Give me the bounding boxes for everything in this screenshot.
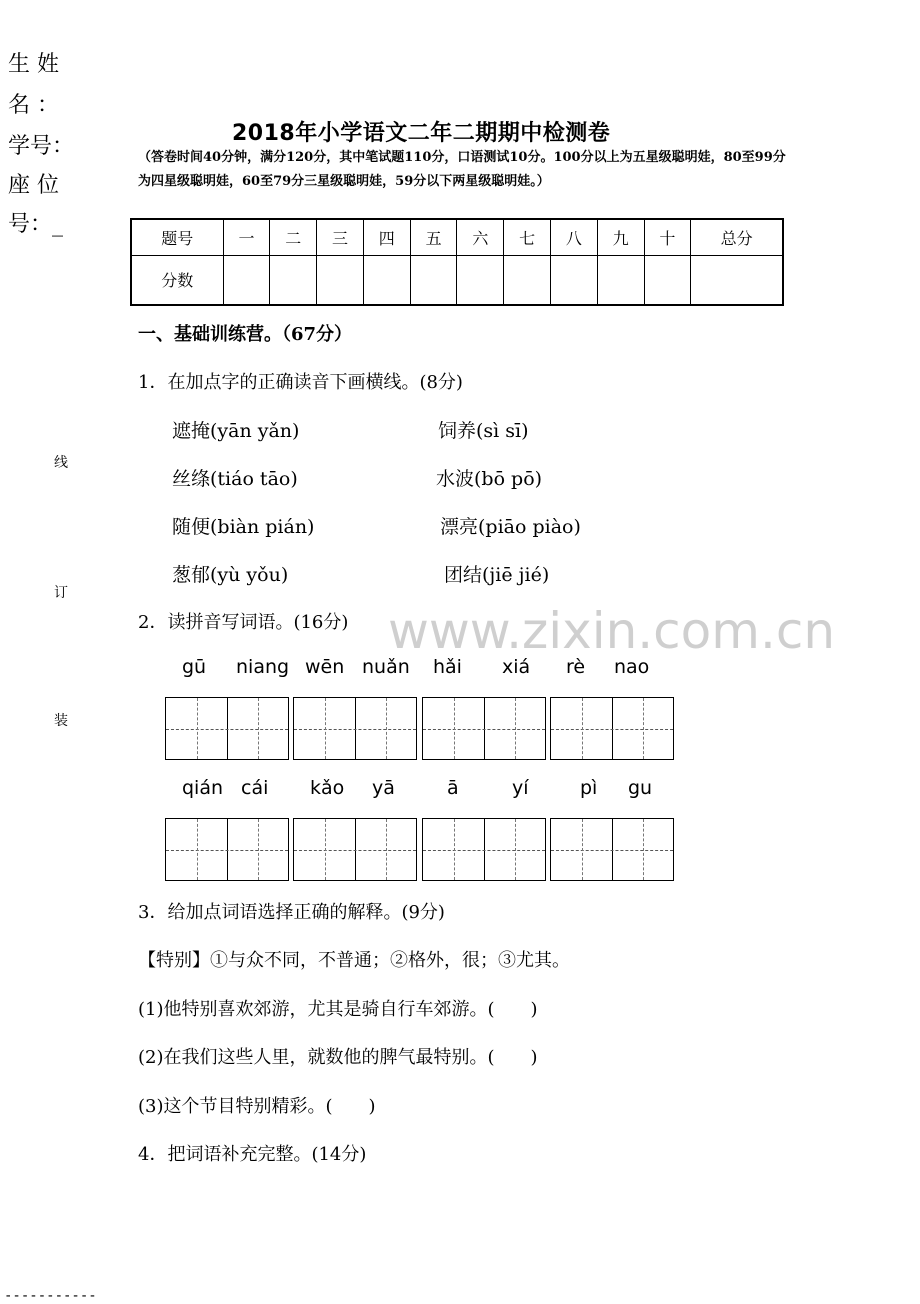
side-student-id: 学号： [8, 134, 75, 159]
pinyin-label: niang [236, 656, 290, 678]
side-seat-line1: 座 位 [8, 173, 59, 198]
score-cell[interactable] [691, 255, 783, 305]
score-cell[interactable] [504, 255, 551, 305]
exam-instructions: （答卷时间40分钟，满分120分，其中笔试题110分，口语测试10分。100分以上为五星级聪明娃，80至99分为四星级聪明娃，60至79分三星级聪明娃，59分以下两星级聪明娃。） [138, 150, 786, 189]
pinyin-label: gū [182, 656, 207, 678]
watermark: www.zixin.com.cn [388, 602, 836, 660]
score-header-cell: 总分 [691, 219, 783, 255]
side-name-line2: 名 ： [8, 93, 59, 118]
pinyin-label: nuǎn [362, 656, 410, 678]
q1-item: 饲养(sì sī) [438, 420, 529, 442]
score-table-score-row [131, 255, 783, 305]
score-cell[interactable] [644, 255, 691, 305]
score-header-cell: 四 [363, 219, 410, 255]
q3-item: (2)在我们这些人里，就数他的脾气最特别。( ) [138, 1047, 538, 1068]
exam-title: 2018年小学语文二年二期期中检测卷 [232, 121, 611, 146]
question-3-title: 3．给加点词语选择正确的解释。(9分) [138, 902, 445, 923]
score-header-cell: 七 [504, 219, 551, 255]
pinyin-label: kǎo [310, 777, 345, 799]
pinyin-label: qián [182, 777, 224, 799]
pinyin-label: yí [512, 777, 529, 799]
score-header-cell: 三 [317, 219, 364, 255]
q3-item: (1)他特别喜欢郊游，尤其是骑自行车郊游。( ) [138, 999, 538, 1020]
pinyin-label: pì [580, 777, 598, 799]
writing-grid[interactable] [165, 818, 289, 881]
score-cell[interactable] [223, 255, 270, 305]
score-table-header-row [131, 219, 783, 255]
footer-cut-line: ----------- [4, 1288, 97, 1304]
writing-grid[interactable] [293, 697, 417, 760]
question-4-title: 4．把词语补充完整。(14分) [138, 1144, 367, 1165]
writing-grid[interactable] [422, 697, 546, 760]
q3-definition: 【特别】①与众不同，不普通；②格外，很；③尤其。 [138, 950, 570, 971]
pinyin-label: cái [241, 777, 269, 799]
q1-item: 漂亮(piāo piào) [440, 516, 581, 538]
writing-grid[interactable] [165, 697, 289, 760]
pinyin-label: yā [372, 777, 395, 799]
q1-item: 遮掩(yān yǎn) [172, 420, 300, 442]
pinyin-label: ā [447, 777, 459, 799]
writing-grid[interactable] [550, 697, 674, 760]
score-header-cell: 一 [223, 219, 270, 255]
writing-grid[interactable] [422, 818, 546, 881]
question-2-title: 2．读拼音写词语。(16分) [138, 612, 349, 633]
score-header-cell: 八 [550, 219, 597, 255]
score-cell[interactable] [457, 255, 504, 305]
score-cell[interactable] [597, 255, 644, 305]
q1-item: 葱郁(yù yǒu) [172, 564, 289, 586]
q1-item: 团结(jiē jié) [444, 564, 550, 586]
pinyin-label: wēn [305, 656, 345, 678]
q1-item: 随便(biàn pián) [172, 516, 315, 538]
score-cell[interactable] [270, 255, 317, 305]
side-name-line1: 生 姓 [8, 52, 59, 77]
score-cell[interactable] [550, 255, 597, 305]
pinyin-label: nao [614, 656, 650, 678]
score-cell[interactable] [317, 255, 364, 305]
q1-item: 丝绦(tiáo tāo) [172, 468, 298, 490]
score-cell[interactable] [410, 255, 457, 305]
score-header-cell: 五 [410, 219, 457, 255]
score-header-cell: 十 [644, 219, 691, 255]
section-title: 一、基础训练营。（67分） [138, 324, 353, 345]
score-header-cell: 题号 [131, 219, 223, 255]
score-table [130, 218, 784, 306]
binding-char-staple: 订 [54, 585, 68, 601]
q1-item: 水波(bō pō) [436, 468, 543, 490]
question-1-title: 1．在加点字的正确读音下画横线。(8分) [138, 372, 463, 393]
score-row-label: 分数 [131, 255, 223, 305]
pinyin-label: gu [628, 777, 653, 799]
pinyin-label: hǎi [433, 656, 462, 678]
pinyin-label: xiá [502, 656, 531, 678]
pinyin-label: rè [566, 656, 586, 678]
side-seat-line2: 号：_ [8, 212, 64, 237]
score-header-cell: 九 [597, 219, 644, 255]
binding-char-line: 线 [54, 455, 68, 471]
score-header-cell: 六 [457, 219, 504, 255]
q3-item: (3)这个节目特别精彩。( ) [138, 1096, 376, 1117]
score-cell[interactable] [363, 255, 410, 305]
writing-grid[interactable] [550, 818, 674, 881]
writing-grid[interactable] [293, 818, 417, 881]
binding-char-bind: 装 [54, 713, 68, 729]
score-header-cell: 二 [270, 219, 317, 255]
